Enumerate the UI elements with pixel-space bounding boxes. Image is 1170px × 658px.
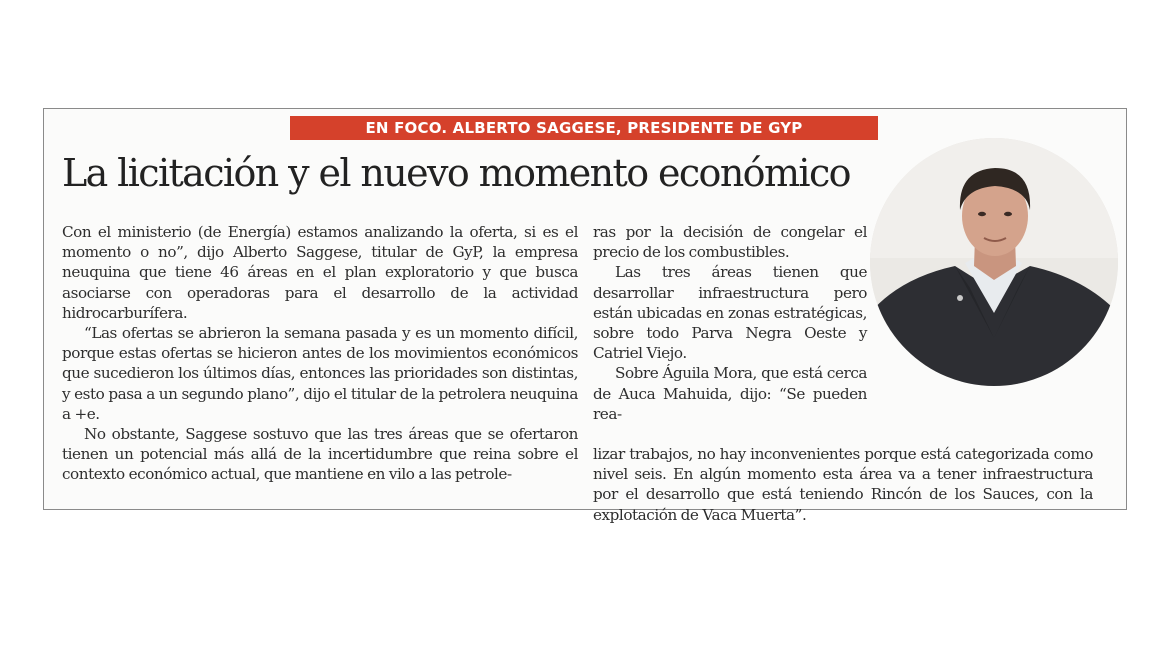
paragraph: No obstante, Saggese sostuvo que las tres áreas que se ofertaron tienen un potencial más allá de la incertidumbre que reina sobre el contexto económico actual, que mantiene en vilo a las petrole- bbox=[62, 425, 578, 484]
paragraph: Las tres áreas tienen que desarrollar infraestructura pero están ubicadas en zonas estratégicas, sobre todo Parva Negra Oeste y Catriel Viejo. bbox=[593, 263, 867, 363]
paragraph: lizar trabajos, no hay inconvenientes porque está categorizada como nivel seis. En algún momento esta área va a tener infraestructura por el desarrollo que está teniendo Rincón de los Sauces, con la explotación de Vaca Muerta”. bbox=[593, 445, 1093, 524]
article-column-1 bbox=[62, 222, 578, 485]
portrait-illustration bbox=[870, 138, 1118, 386]
article-headline: La licitación y el nuevo momento económico bbox=[62, 151, 850, 195]
kicker-banner: EN FOCO. ALBERTO SAGGESE, PRESIDENTE DE GYP bbox=[290, 116, 878, 140]
paragraph: ras por la decisión de congelar el precio de los combustibles. bbox=[593, 223, 867, 262]
article-column-2 bbox=[593, 222, 867, 424]
paragraph: Sobre Águila Mora, que está cerca de Auca Mahuida, dijo: “Se pueden rea- bbox=[593, 364, 867, 423]
portrait-photo bbox=[870, 138, 1118, 386]
article-column-2-continued bbox=[593, 444, 1093, 525]
paragraph: Con el ministerio (de Energía) estamos analizando la oferta, si es el momento o no”, dijo Alberto Saggese, titular de GyP, la empresa neuquina que tiene 46 áreas en el plan exploratorio y que busca asociarse con operadoras para el desarrollo de la actividad hidrocarburífera. bbox=[62, 223, 578, 322]
paragraph: “Las ofertas se abrieron la semana pasada y es un momento difícil, porque estas ofertas se hicieron antes de los movimientos económicos que sucedieron los últimos días, entonces las prioridades son distintas, y esto pasa a un segundo plano”, dijo el titular de la petrolera neuquina a +e. bbox=[62, 324, 578, 423]
